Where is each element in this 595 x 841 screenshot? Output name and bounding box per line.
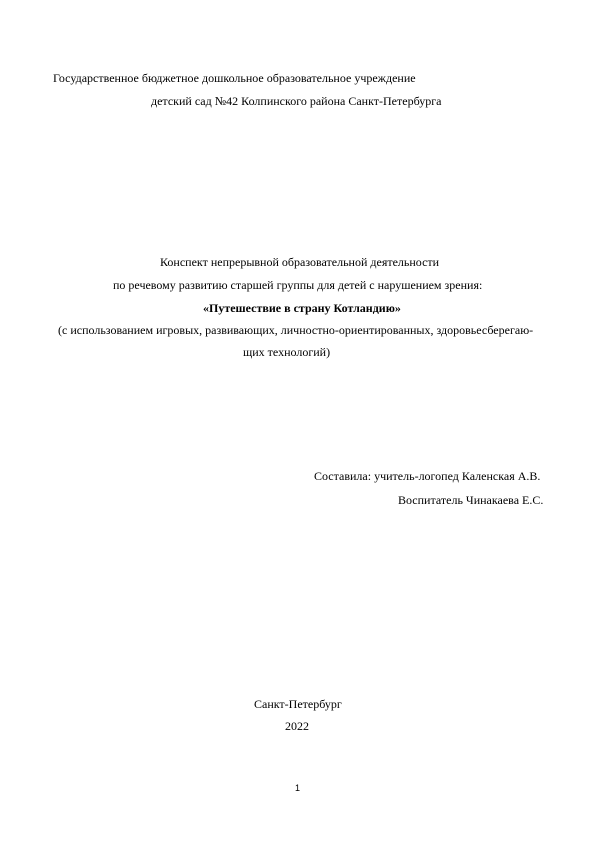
summary-line-5: щих технологий) xyxy=(243,345,331,359)
institution-line-2: детский сад №42 Колпинского района Санкт-Петербурга xyxy=(151,94,442,108)
institution-line-1: Государственное бюджетное дошкольное образовательное учреждение xyxy=(53,71,416,85)
year: 2022 xyxy=(285,719,309,733)
city: Санкт-Петербург xyxy=(254,697,342,711)
page-number: 1 xyxy=(295,783,301,793)
educator: Воспитатель Чинакаева Е.С. xyxy=(398,493,544,507)
summary-line-1: Конспект непрерывной образовательной деятельности xyxy=(160,255,440,269)
summary-line-4: (с использованием игровых, развивающих, личностно-ориентированных, здоровьесберегаю- xyxy=(58,323,534,337)
summary-line-2: по речевому развитию старшей группы для детей с нарушением зрения: xyxy=(113,278,483,292)
document-title: «Путешествие в страну Котландию» xyxy=(203,301,401,315)
compiled-by: Составила: учитель-логопед Каленская А.В. xyxy=(314,469,541,483)
